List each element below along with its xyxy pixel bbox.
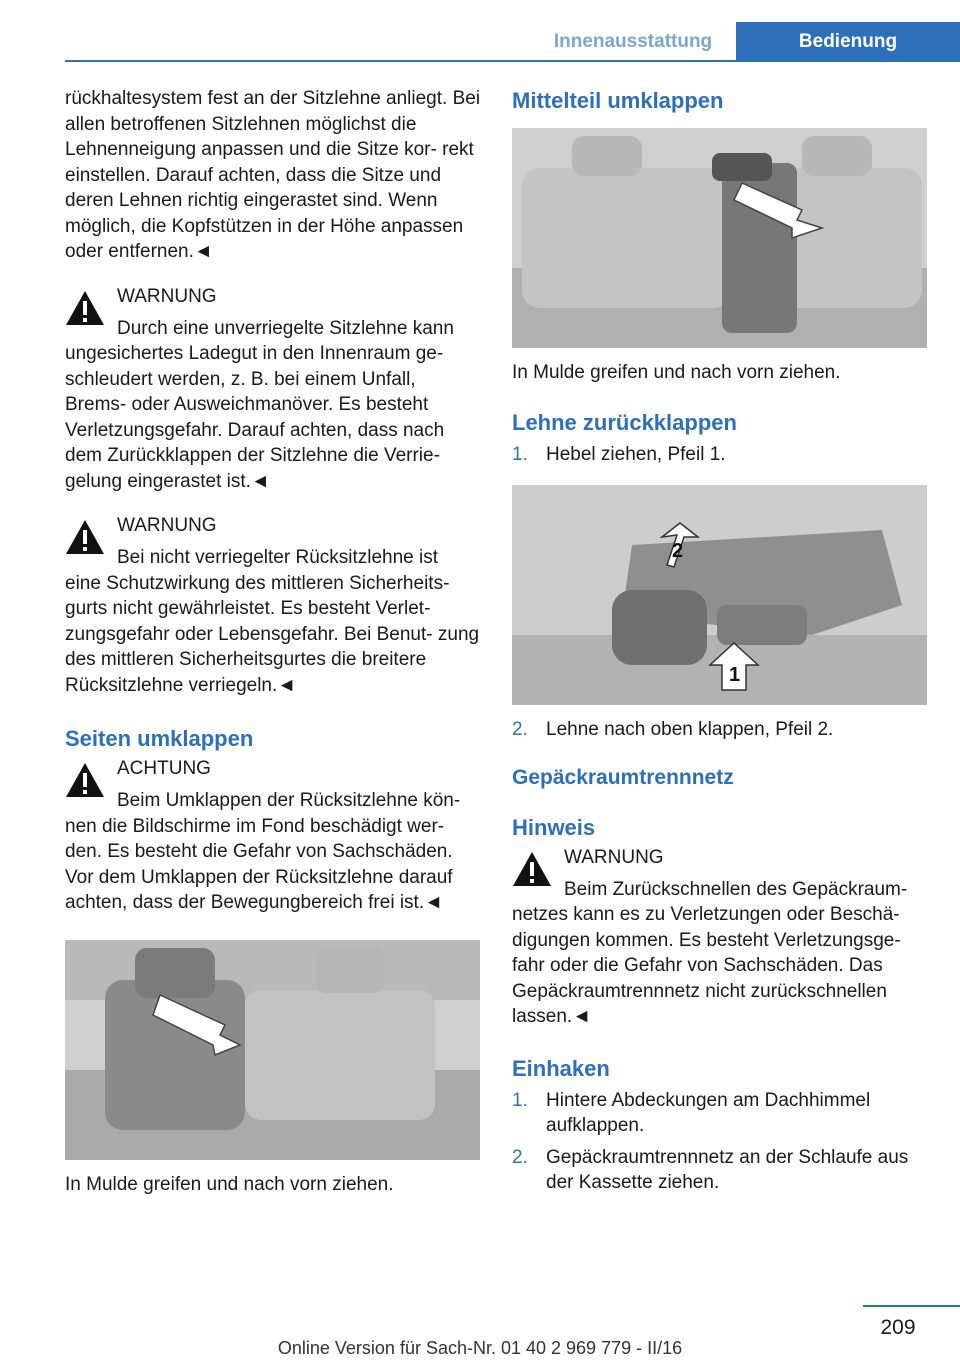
figure-middle-fold [512, 128, 927, 348]
figure-backrest-return [512, 485, 927, 705]
caution-block [65, 754, 481, 916]
list-item [512, 1088, 928, 1139]
warning-label: WARNUNG [117, 285, 217, 307]
warning-text-first: Beim Zurückschnellen des Gepäckraum‐ [564, 878, 908, 900]
subsection-title-lehne: Lehne zurückklappen [512, 409, 737, 435]
step-number: 2. [512, 719, 528, 740]
list-item [512, 1145, 928, 1196]
figure-caption-left: In Mulde greifen und nach vorn ziehen. [65, 1173, 394, 1195]
section-title-seiten: Seiten umklappen [65, 726, 254, 751]
figure-arrow-label-1: 1 [729, 664, 741, 686]
steps-list-2 [512, 717, 928, 743]
step-text: Hebel ziehen, Pfeil 1. [546, 443, 726, 465]
section-tab: Innenausstattung [553, 31, 713, 52]
step-number: 2. [512, 1146, 528, 1168]
step-text: Hintere Abdeckungen am Dachhimmel aufklappen. [546, 1089, 871, 1136]
caution-label: ACHTUNG [117, 758, 211, 779]
chapter-tab: Bedienung [736, 22, 960, 62]
warning-block-3 [512, 843, 928, 1030]
subsection-title-hinweis: Hinweis [512, 814, 596, 840]
warning-block-2 [65, 511, 481, 698]
figure-arrow-label-2: 2 [672, 540, 684, 562]
warning-icon [65, 290, 105, 326]
step-number: 1. [512, 1089, 528, 1111]
figure-seat-side-fold [65, 940, 480, 1160]
section-title-mittelteil: Mittelteil umklappen [512, 88, 724, 113]
subsection-title-einhaken: Einhaken [512, 1055, 610, 1081]
warning-text-rest: eine Schutzwirkung des mittleren Sicherheits‐ gurts nicht gewährleistet. Es besteht Verlet‐ zungsgefahr oder Lebensgefahr. Bei Benut‐ zung des mittleren Sicherheitsgurtes die breitere Rücksitzlehne verriegeln.◄ [65, 572, 480, 696]
right-column [512, 86, 928, 1196]
list-item [512, 442, 928, 468]
warning-text-rest: netzes kann es zu Verletzungen oder Beschä‐ digungen kommen. Es besteht Verletzungsge‐ fahr oder die Gefahr von Sachschäden. Das Gepäckraumtrennnetz nicht zurückschnellen lassen.◄ [512, 904, 901, 1027]
warning-block-1 [65, 282, 481, 495]
seat-illustration [512, 128, 927, 348]
steps-list-einhaken [512, 1088, 928, 1196]
warning-label: WARNUNG [564, 846, 664, 868]
figure-caption-right-1: In Mulde greifen und nach vorn ziehen. [512, 362, 841, 383]
step-number: 1. [512, 443, 528, 465]
seat-illustration [512, 485, 927, 705]
chapter-title-netz: Gepäckraumtrennnetz [512, 765, 734, 789]
warning-text-first: Durch eine unverriegelte Sitzlehne kann [117, 317, 454, 339]
online-version-note: Online Version für Sach-Nr. 01 40 2 969 779 - II/16 [277, 1338, 683, 1358]
warning-label: WARNUNG [117, 515, 217, 536]
page-header [0, 0, 960, 62]
warning-icon [65, 762, 105, 798]
warning-icon [512, 851, 552, 887]
header-rule [65, 60, 960, 62]
warning-icon [65, 519, 105, 555]
step-text: Lehne nach oben klappen, Pfeil 2. [546, 719, 834, 740]
footer-rule [863, 1305, 960, 1307]
page-number: 209 [880, 1316, 916, 1339]
left-column [65, 86, 481, 1197]
seat-illustration [65, 940, 480, 1160]
warning-text-first: Bei nicht verriegelter Rücksitzlehne ist [117, 547, 439, 568]
caution-text-rest: nen die Bildschirme im Fond beschädigt wer‐ den. Es besteht die Gefahr von Sachschäden. Vor dem Umklappen der Rücksitzlehne darauf achten, dass der Bewegungbereich frei ist.◄ [65, 815, 453, 913]
caution-text-first: Beim Umklappen der Rücksitzlehne kön‐ [117, 790, 461, 811]
steps-list-1 [512, 442, 928, 468]
warning-text-rest: ungesichertes Ladegut in den Innenraum ge‐ schleudert werden, z. B. bei einem Unfall, Brems- oder Ausweichmanöver. Es besteht Verletzungsgefahr. Darauf achten, dass nach dem Zurückklappen der Sitzlehne die Verrie‐ gelung eingerastet ist.◄ [65, 343, 445, 492]
list-item [512, 717, 928, 743]
intro-paragraph: rückhaltesystem fest an der Sitzlehne anliegt. Bei allen betroffenen Sitzlehnen möglichst die Lehnenneigung anpassen und die Sitze kor‐ rekt einstellen. Darauf achten, dass die Sitze und deren Lehnen richtig eingerastet sind. Wenn möglich, die Kopfstützen in der Höhe anpassen oder entfernen.◄ [65, 88, 481, 262]
step-text: Gepäckraumtrennnetz an der Schlaufe aus der Kassette ziehen. [546, 1146, 909, 1193]
